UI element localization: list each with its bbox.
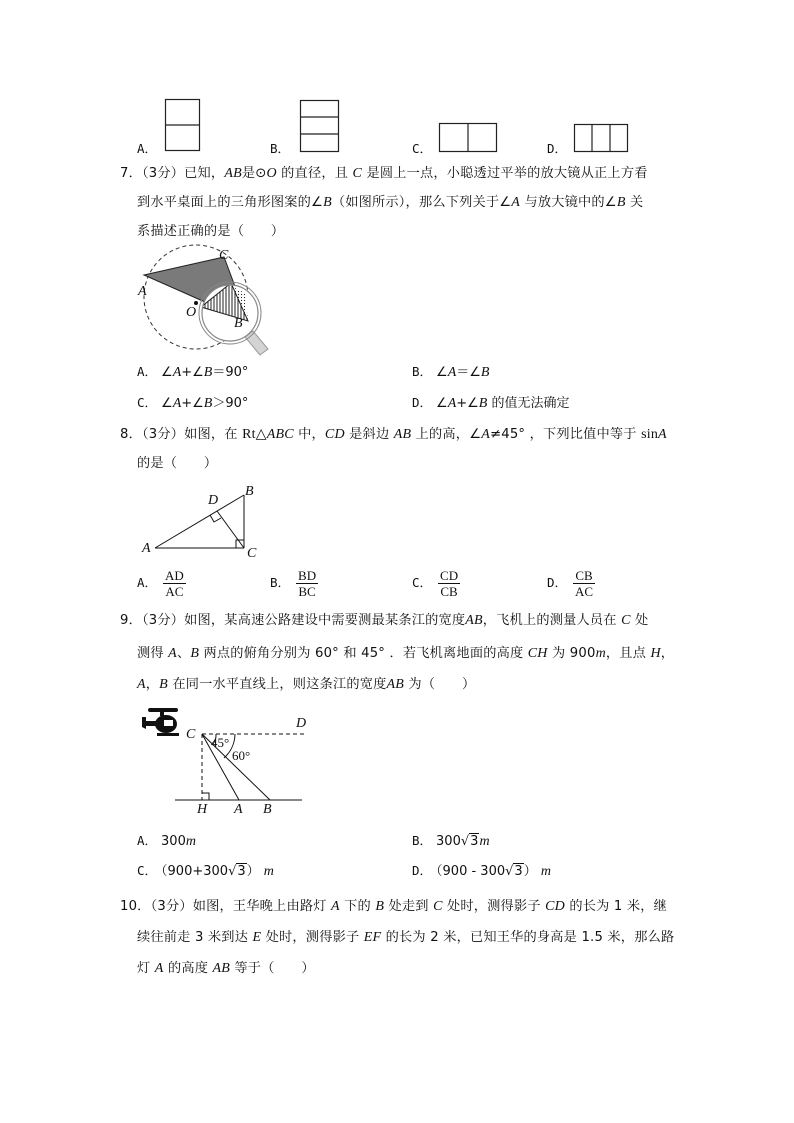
text-segment: B bbox=[478, 396, 488, 411]
q6-figure-c bbox=[439, 123, 499, 154]
text-segment: ，且点 bbox=[605, 646, 651, 661]
text-segment: 处时，测得影子 bbox=[442, 899, 546, 914]
q7-option-a[interactable] bbox=[137, 363, 248, 382]
q10-line-1 bbox=[120, 898, 667, 916]
text-segment: 9． bbox=[120, 613, 142, 628]
q9-figure-helicopter bbox=[140, 705, 315, 820]
text-segment: C bbox=[621, 613, 631, 628]
text-segment: （900+300 bbox=[161, 864, 229, 879]
text-segment: A． bbox=[137, 833, 158, 848]
text-segment: D． bbox=[412, 395, 433, 410]
text-segment: m bbox=[595, 646, 606, 661]
q6-figure-b bbox=[300, 100, 340, 154]
text-segment: （3分） bbox=[141, 613, 185, 628]
text-segment: 7． bbox=[120, 166, 142, 181]
text-segment: 为（ ） bbox=[404, 677, 476, 692]
q9-angle-45: 45° bbox=[211, 735, 230, 750]
q7-line-2 bbox=[137, 194, 643, 212]
text-segment: 是圆上一点，小聪透过平举的放大镜从正上方看 bbox=[362, 166, 648, 181]
text-segment: 处 bbox=[630, 613, 649, 628]
text-segment: （3分） bbox=[141, 427, 185, 442]
text-segment: A bbox=[331, 899, 340, 914]
text-segment: 如图，在 bbox=[184, 427, 243, 442]
text-segment: m bbox=[540, 864, 551, 879]
text-segment: D． bbox=[547, 575, 568, 590]
text-segment: AD bbox=[165, 568, 184, 583]
text-segment: ＝90° bbox=[212, 365, 249, 380]
q8-option-d[interactable] bbox=[547, 568, 595, 599]
text-segment: CD bbox=[545, 899, 565, 914]
q8-label-d: D bbox=[208, 493, 219, 508]
text-segment: 的值无法确定 bbox=[487, 396, 570, 411]
q7-label-c: C bbox=[219, 248, 229, 263]
text-segment: 处时，测得影子 bbox=[261, 930, 364, 945]
text-segment: D． bbox=[547, 141, 568, 156]
q7-option-d[interactable] bbox=[412, 394, 570, 413]
text-segment: 测得 bbox=[137, 646, 169, 661]
q8-option-c[interactable] bbox=[412, 568, 460, 599]
text-segment: +∠ bbox=[181, 396, 204, 411]
text-segment: ∠ bbox=[436, 396, 448, 411]
q9-angle-60: 60° bbox=[232, 748, 251, 763]
text-segment: 是⊙ bbox=[241, 166, 267, 181]
text-segment: m bbox=[479, 834, 490, 849]
text-segment: C． bbox=[137, 863, 158, 878]
q10-line-3 bbox=[137, 960, 315, 978]
q8-option-a[interactable] bbox=[137, 568, 186, 599]
text-segment: AB bbox=[212, 961, 231, 976]
q9-label-b: B bbox=[263, 802, 272, 817]
q9-option-c[interactable] bbox=[137, 862, 274, 881]
text-segment: 的是（ ） bbox=[137, 456, 218, 471]
text-segment: 在同一水平直线上，则这条江的宽度 bbox=[167, 677, 387, 692]
text-segment: 已知， bbox=[184, 166, 225, 181]
text-segment: A bbox=[172, 365, 182, 380]
text-segment: ， bbox=[145, 677, 160, 692]
text-segment: CH bbox=[527, 646, 548, 661]
text-segment: ） bbox=[246, 864, 264, 879]
text-segment: B． bbox=[412, 833, 433, 848]
text-segment: A bbox=[658, 427, 667, 442]
text-segment: 300 bbox=[161, 834, 186, 849]
text-segment: C bbox=[433, 899, 443, 914]
q7-option-b[interactable] bbox=[412, 363, 489, 382]
text-segment: +∠ bbox=[181, 365, 204, 380]
sqrt: √3 bbox=[228, 864, 246, 879]
text-segment: Rt△ bbox=[242, 427, 267, 442]
q8-option-b[interactable] bbox=[270, 568, 318, 599]
text-segment: AB bbox=[386, 677, 405, 692]
q6-option-a[interactable] bbox=[137, 140, 161, 159]
text-segment: AC bbox=[165, 584, 184, 599]
text-segment: 处走到 bbox=[384, 899, 434, 914]
text-segment: AB bbox=[465, 613, 483, 628]
text-segment: 3 bbox=[470, 834, 479, 849]
text-segment: A bbox=[137, 677, 146, 692]
q9-line-3 bbox=[137, 676, 475, 694]
q7-label-b: B bbox=[234, 316, 243, 331]
text-segment: （如图所示），那么下列关于∠ bbox=[331, 195, 512, 210]
text-segment: B bbox=[159, 677, 168, 692]
text-segment: H bbox=[650, 646, 661, 661]
sqrt: √3 bbox=[460, 834, 479, 849]
q6-figure-d bbox=[574, 124, 630, 154]
text-segment: 续往前走 3 米到达 bbox=[137, 930, 253, 945]
q6-figure-a bbox=[165, 99, 201, 153]
text-segment: 、 bbox=[176, 646, 191, 661]
text-segment: BD bbox=[298, 568, 317, 583]
text-segment: ∠ bbox=[161, 396, 173, 411]
text-segment: B bbox=[480, 365, 490, 380]
text-segment: AB bbox=[224, 166, 242, 181]
text-segment: ≠45° ，下列比值中等于 bbox=[489, 427, 642, 442]
text-segment: O bbox=[266, 166, 277, 181]
text-segment: 灯 bbox=[137, 961, 155, 976]
text-segment: CD bbox=[324, 427, 345, 442]
text-segment: 的直径，且 bbox=[276, 166, 353, 181]
text-segment: CD bbox=[440, 568, 459, 583]
text-segment: B bbox=[323, 195, 332, 210]
text-segment: C． bbox=[137, 395, 158, 410]
q7-label-o: O bbox=[186, 305, 197, 320]
text-segment: 系描述正确的是（ ） bbox=[137, 224, 285, 239]
q9-label-a: A bbox=[234, 802, 243, 817]
text-segment: 两点的俯角分别为 60° 和 45° ．若飞机离地面的高度 bbox=[199, 646, 528, 661]
text-segment: E bbox=[252, 930, 262, 945]
text-segment: B． bbox=[270, 575, 291, 590]
helicopter-icon bbox=[142, 708, 179, 736]
q6-option-d[interactable] bbox=[547, 140, 571, 159]
fraction bbox=[573, 568, 595, 599]
q9-option-b[interactable] bbox=[412, 832, 490, 851]
text-segment: C． bbox=[412, 575, 433, 590]
text-segment: ＞90° bbox=[212, 396, 249, 411]
text-segment: +∠ bbox=[456, 396, 479, 411]
text-segment: A． bbox=[137, 141, 158, 156]
text-segment: A bbox=[511, 195, 521, 210]
text-segment: 300 bbox=[436, 834, 461, 849]
text-segment: 关 bbox=[625, 195, 644, 210]
q9-label-d: D bbox=[296, 716, 307, 731]
text-segment: sin bbox=[641, 427, 659, 442]
text-segment: 8． bbox=[120, 427, 142, 442]
q9-option-a[interactable] bbox=[137, 832, 196, 851]
text-segment: B bbox=[190, 646, 200, 661]
q8-line-2 bbox=[137, 455, 217, 473]
text-segment: 等于（ ） bbox=[230, 961, 315, 976]
q10-line-2 bbox=[137, 929, 674, 947]
text-segment: ABC bbox=[266, 427, 294, 442]
sqrt: √3 bbox=[505, 864, 523, 879]
text-segment: 上的高，∠ bbox=[411, 427, 482, 442]
text-segment: （3分） bbox=[141, 166, 185, 181]
q9-line-2 bbox=[137, 645, 674, 663]
text-segment: CB bbox=[440, 584, 458, 599]
text-segment: A bbox=[168, 646, 177, 661]
q8-label-b: B bbox=[245, 484, 254, 499]
text-segment: ∠ bbox=[161, 365, 173, 380]
text-segment: （3分） bbox=[150, 899, 193, 914]
text-segment: B bbox=[616, 195, 626, 210]
text-segment: 10． bbox=[120, 899, 151, 914]
text-segment: 与放大镜中的∠ bbox=[520, 195, 617, 210]
q7-label-a: A bbox=[138, 284, 147, 299]
q6-option-b[interactable] bbox=[270, 140, 294, 159]
text-segment: A． bbox=[137, 575, 158, 590]
text-segment: B． bbox=[270, 141, 291, 156]
q6-option-c[interactable] bbox=[412, 140, 436, 159]
text-segment: m bbox=[263, 864, 274, 879]
text-segment: 为 900 bbox=[547, 646, 596, 661]
text-segment: ＝∠ bbox=[456, 365, 481, 380]
text-segment: B． bbox=[412, 364, 433, 379]
text-segment: D． bbox=[412, 863, 433, 878]
text-segment: 的高度 bbox=[163, 961, 213, 976]
text-segment: 3 bbox=[237, 864, 246, 879]
text-segment: CB bbox=[573, 568, 595, 584]
text-segment: A． bbox=[137, 364, 158, 379]
text-segment: B bbox=[203, 365, 213, 380]
q9-option-d[interactable] bbox=[412, 862, 551, 881]
text-segment: m bbox=[185, 834, 196, 849]
text-segment: 如图，某高速公路建设中需要测最某条江的宽度 bbox=[184, 613, 466, 628]
text-segment: 的长为 1 米，继 bbox=[564, 899, 668, 914]
text-segment: A bbox=[154, 961, 164, 976]
text-segment: 的长为 2 米，已知王华的身高是 1.5 米，那么路 bbox=[381, 930, 675, 945]
text-segment: ∠ bbox=[436, 365, 448, 380]
text-segment: B bbox=[203, 396, 213, 411]
text-segment: A bbox=[172, 396, 182, 411]
text-segment: 下的 bbox=[339, 899, 376, 914]
q8-line-1 bbox=[120, 426, 667, 444]
text-segment: 到水平桌面上的三角形图案的∠ bbox=[137, 195, 324, 210]
text-segment: BC bbox=[298, 584, 316, 599]
q9-line-1 bbox=[120, 612, 648, 630]
fraction bbox=[163, 568, 186, 599]
q8-label-c: C bbox=[247, 546, 257, 561]
text-segment: A bbox=[447, 365, 457, 380]
text-segment: ， bbox=[660, 646, 675, 661]
q7-option-c[interactable] bbox=[137, 394, 248, 413]
text-segment: AB bbox=[393, 427, 412, 442]
q7-line-1 bbox=[120, 165, 648, 183]
fraction bbox=[296, 568, 318, 599]
text-segment: 中， bbox=[293, 427, 325, 442]
q7-line-3 bbox=[137, 223, 284, 241]
text-segment: ） bbox=[523, 864, 541, 879]
q9-label-c: C bbox=[186, 727, 196, 742]
fraction bbox=[438, 568, 460, 599]
text-segment: EF bbox=[363, 930, 382, 945]
text-segment: 3 bbox=[514, 864, 523, 879]
text-segment: C． bbox=[412, 141, 433, 156]
text-segment: A bbox=[481, 427, 490, 442]
text-segment: AC bbox=[575, 584, 594, 599]
text-segment: 是斜边 bbox=[344, 427, 394, 442]
text-segment: B bbox=[375, 899, 385, 914]
text-segment: 如图，王华晚上由路灯 bbox=[192, 899, 332, 914]
q7-figure-magnifier bbox=[135, 245, 275, 360]
text-segment: （900 - 300 bbox=[436, 864, 506, 879]
text-segment: ，飞机上的测量人员在 bbox=[482, 613, 622, 628]
q9-label-h: H bbox=[197, 802, 208, 817]
q8-label-a: A bbox=[142, 541, 151, 556]
text-segment: A bbox=[447, 396, 457, 411]
text-segment: C bbox=[352, 166, 363, 181]
